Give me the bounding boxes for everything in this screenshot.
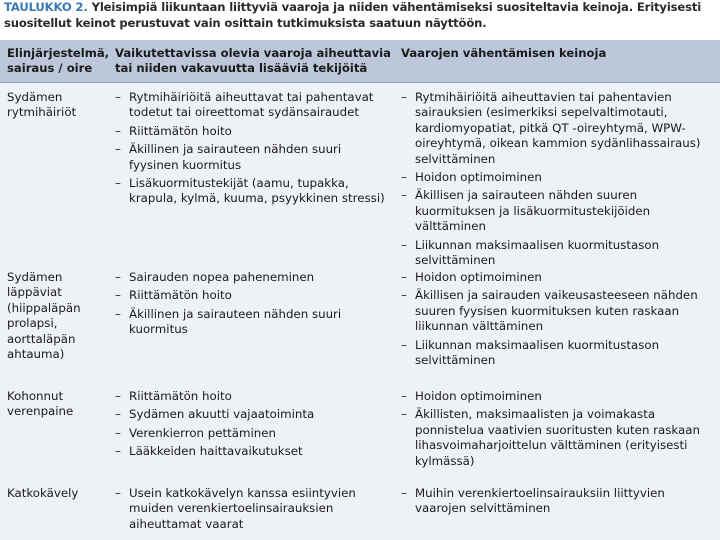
row-factors	[115, 270, 393, 341]
row-system: Katkokävely	[7, 486, 79, 500]
list-item: – Äkillisen ja sairauteen nähden suuren kuormituksen ja lisäkuormitustekijöiden välttäminen	[401, 188, 713, 234]
row-means	[401, 90, 713, 271]
list-item: – Liikunnan maksimaalisen kuormitustason selvittäminen	[401, 338, 713, 369]
table-number: TAULUKKO 2.	[4, 0, 88, 14]
list-item: – Riittämätön hoito	[115, 124, 393, 139]
header-factors: Vaikutettavissa olevia vaaroja aiheuttavia tai niiden vakavuutta lisääviä tekijöitä	[115, 46, 391, 75]
list-item: – Riittämätön hoito	[115, 288, 393, 303]
row-system: Kohonnut verenpaine	[7, 389, 74, 419]
row-means	[401, 486, 713, 520]
row-system: Sydämen läppäviat (hiippaläpän prolapsi, aorttaläpän ahtauma)	[7, 270, 81, 362]
list-item: – Usein katkokävelyn kanssa esiintyvien muiden verenkiertoelinsairauksien aiheuttamat vaarat	[115, 486, 393, 532]
table-header-row	[0, 40, 720, 83]
row-means	[401, 270, 713, 371]
header-system: Elinjärjestelmä, sairaus / oire	[7, 46, 110, 75]
list-item: – Verenkierron pettäminen	[115, 426, 393, 441]
row-means	[401, 389, 713, 472]
list-item: – Äkillisen ja sairauden vaikeusasteeseen nähden suuren fyysisen kuormituksen kuten raskaan liikunnan välttäminen	[401, 288, 713, 334]
list-item: – Hoidon optimoiminen	[401, 389, 713, 404]
row-factors	[115, 486, 393, 535]
row-system: Sydämen rytmihäiriöt	[7, 90, 77, 120]
list-item: – Lisäkuormitustekijät (aamu, tupakka, krapula, kylmä, kuuma, psyykkinen stressi)	[115, 176, 393, 207]
list-item: – Sairauden nopea paheneminen	[115, 270, 393, 285]
header-means: Vaarojen vähentämisen keinoja	[401, 46, 607, 60]
caption-text: Yleisimpiä liikuntaan liittyviä vaaroja ja niiden vähentämiseksi suositeltavia keinoja. Erityisesti suositellut keinot perustuvat vain osittain tutkimuksista saatuun näyttöön.	[4, 0, 702, 30]
list-item: – Riittämätön hoito	[115, 389, 393, 404]
list-item: – Muihin verenkiertoelinsairauksiin liittyvien vaarojen selvittäminen	[401, 486, 713, 517]
list-item: – Rytmihäiriöitä aiheuttavien tai pahentavien sairauksien (esimerkiksi sepelvaltimotauti, kardiomyopatiat, pitkä QT -oireyhtymä, WPW-oireyhtymä, oikean kammion sydänlihassairaus) selvittäminen	[401, 90, 713, 167]
list-item: – Äkillisten, maksimaalisten ja voimakasta ponnistelua vaativien suoritusten kuten raskaan lihasvoimaharjoittelun välttäminen (erityisesti kylmässä)	[401, 407, 713, 469]
list-item: – Äkillinen ja sairauteen nähden suuri kuormitus	[115, 307, 393, 338]
table-caption	[4, 0, 716, 31]
row-factors	[115, 90, 393, 210]
list-item: – Liikunnan maksimaalisen kuormitustason selvittäminen	[401, 238, 713, 269]
list-item: – Lääkkeiden haittavaikutukset	[115, 444, 393, 459]
list-item: – Sydämen akuutti vajaatoiminta	[115, 407, 393, 422]
list-item: – Rytmihäiriöitä aiheuttavat tai pahentavat todetut tai oireettomat sydänsairaudet	[115, 90, 393, 121]
list-item: – Äkillinen ja sairauteen nähden suuri fyysinen kuormitus	[115, 142, 393, 173]
list-item: – Hoidon optimoiminen	[401, 270, 713, 285]
risk-table	[0, 40, 720, 540]
row-factors	[115, 389, 393, 463]
list-item: – Hoidon optimoiminen	[401, 170, 713, 185]
